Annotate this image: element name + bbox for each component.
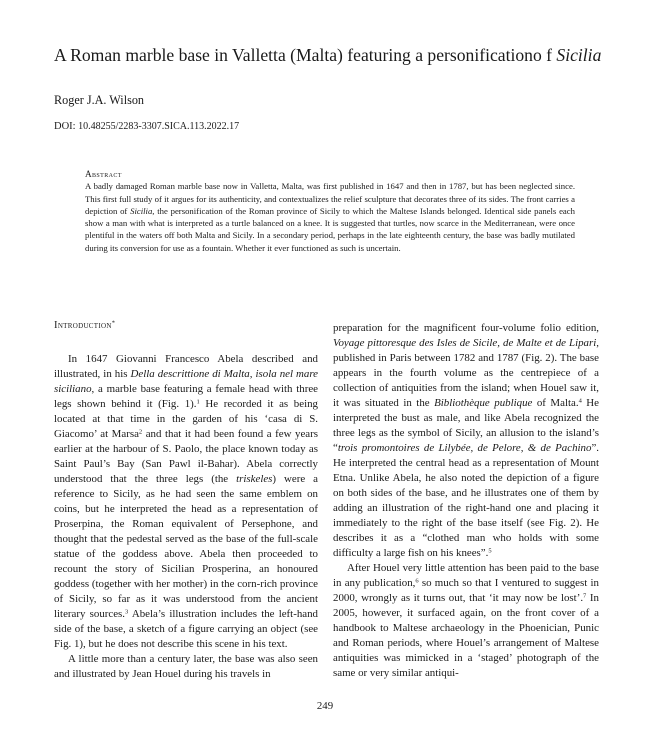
paragraph: preparation for the magnificent four-volume folio edition, Voyage pittoresque des Isles de Sicile, de Malte et de Lipari, published in Paris between 1782 and 1787 (Fig. 2). The base appears in the fourth volume as the centrepiece of a collection of antiquities from the island; when Houel saw it, it was situated in the Bibliothèque publique of Malta.$^4$ He interpreted the bust as male, and like Abela recognized the three legs as the symbol of Sicily, an allusion to the island’s “trois promontoires de Lilybée, de Pelore, & de Pachino”. He interpreted the central head as a representation of Mount Etna. Unlike Abela, he also noted the depiction of a figure on both sides of the base, and he illustrates one of them by adding an illustration of the right-hand one and placing it immediately to the right of the base itself (see Fig. 2). He describes it as a “clothed man who holds with some difficulty a large fish on his knees”.$^5$	[333, 322, 600, 559]
author-name: Roger J.A. Wilson	[54, 93, 145, 107]
footnote-ref[interactable]: 3	[125, 608, 129, 616]
footnote-ref[interactable]: 5	[488, 547, 492, 555]
right-column	[333, 321, 599, 681]
paragraph: In 1647 Giovanni Francesco Abela described and illustrated, in his Della descrittione di Malta, isola nel mare siciliano, a marble base featuring a female head with three legs shown behind it (Fig. 1).$^1$ He recorded it as being located at that time in the garden of his ‘casa di S. Giacomo’ at Marsa$^2$ and that it had been found a few years earlier at the harbour of S. Paolo, the place known today as Saint Paul’s Bay (San Pawl il-Bahar). Abela correctly understood that the three legs (the triskeles) were a reference to Sicily, as he had seen the same emblem on coins, but he interpreted the head as a representation of Proserpina, the Roman equivalent of Persephone, and thought that the pedestal served as the base of the full-scale statue of the goddess above. Abela then proceeded to recount the story of Sicilian Prosperina, an honoured goddess (together with her mother) in the corn-rich province of Sicily, so far as it was understood from the ancient literary sources.$^3$ Abela’s illustration includes the left-hand side of the base, a sketch of a figure carrying an object (see Fig. 1), but he does not describe this scene in his text.	[54, 353, 318, 650]
abstract-text: A badly damaged Roman marble base now in Valletta, Malta, was first published in 1647 and then in 1787, but has been neglected since. This first full study of it argues for its authenticity, and contextualizes the relief sculpture that decorates three of its sides. The front carries a depiction of Sicilia, the personification of the Roman province of Sicily to which the Maltese Islands belonged. Identical side panels each show a man with what is interpreted as a turtle balanced on a knee. It is suggested that turtles, now scarce in the Mediterranean, were once plentiful in the waters off both Malta and Sicily. In a secondary period, perhaps in the late eighteenth century, the base was badly mutilated during its conversion for use as a fountain. Whether it ever functioned as such is uncertain.	[85, 181, 575, 253]
footnote-ref[interactable]: 1	[196, 398, 200, 406]
footnote-ref[interactable]: 2	[138, 428, 143, 436]
left-column	[54, 319, 318, 682]
doi-label: DOI:	[54, 121, 76, 132]
abstract-heading: Abstract	[85, 169, 122, 179]
doi-link[interactable]: 10.48255/2283-3307.SICA.113.2022.17	[78, 121, 240, 132]
abstract	[85, 168, 575, 254]
doi-line	[54, 120, 239, 134]
paragraph: A little more than a century later, the base was also seen and illustrated by Jean Houel during his travels in	[54, 653, 318, 680]
footnote-ref[interactable]: 4	[578, 397, 582, 405]
article-title: A Roman marble base in Valletta (Malta) featuring a personificationo f Sicilia	[54, 45, 602, 65]
page-number: 249	[316, 700, 334, 712]
paragraph: After Houel very little attention has been paid to the base in any publication,$^6$ so much so that I ventured to suggest in 2000, wrongly as it turns out, that ‘it may now be lost’.$^7$ In 2005, however, it surfaced again, on the front cover of a handbook to Maltese archaeology in the Phoenician, Punic and Roman periods, where Houel’s arrangement of Maltese antiquities was mimicked in a ‘staged’ photograph of the same or very similar antiqui-	[333, 562, 599, 679]
section-heading-introduction: Introduction*	[54, 319, 116, 331]
footnote-ref[interactable]: 7	[583, 592, 587, 600]
footnote-ref[interactable]: 6	[415, 577, 419, 585]
